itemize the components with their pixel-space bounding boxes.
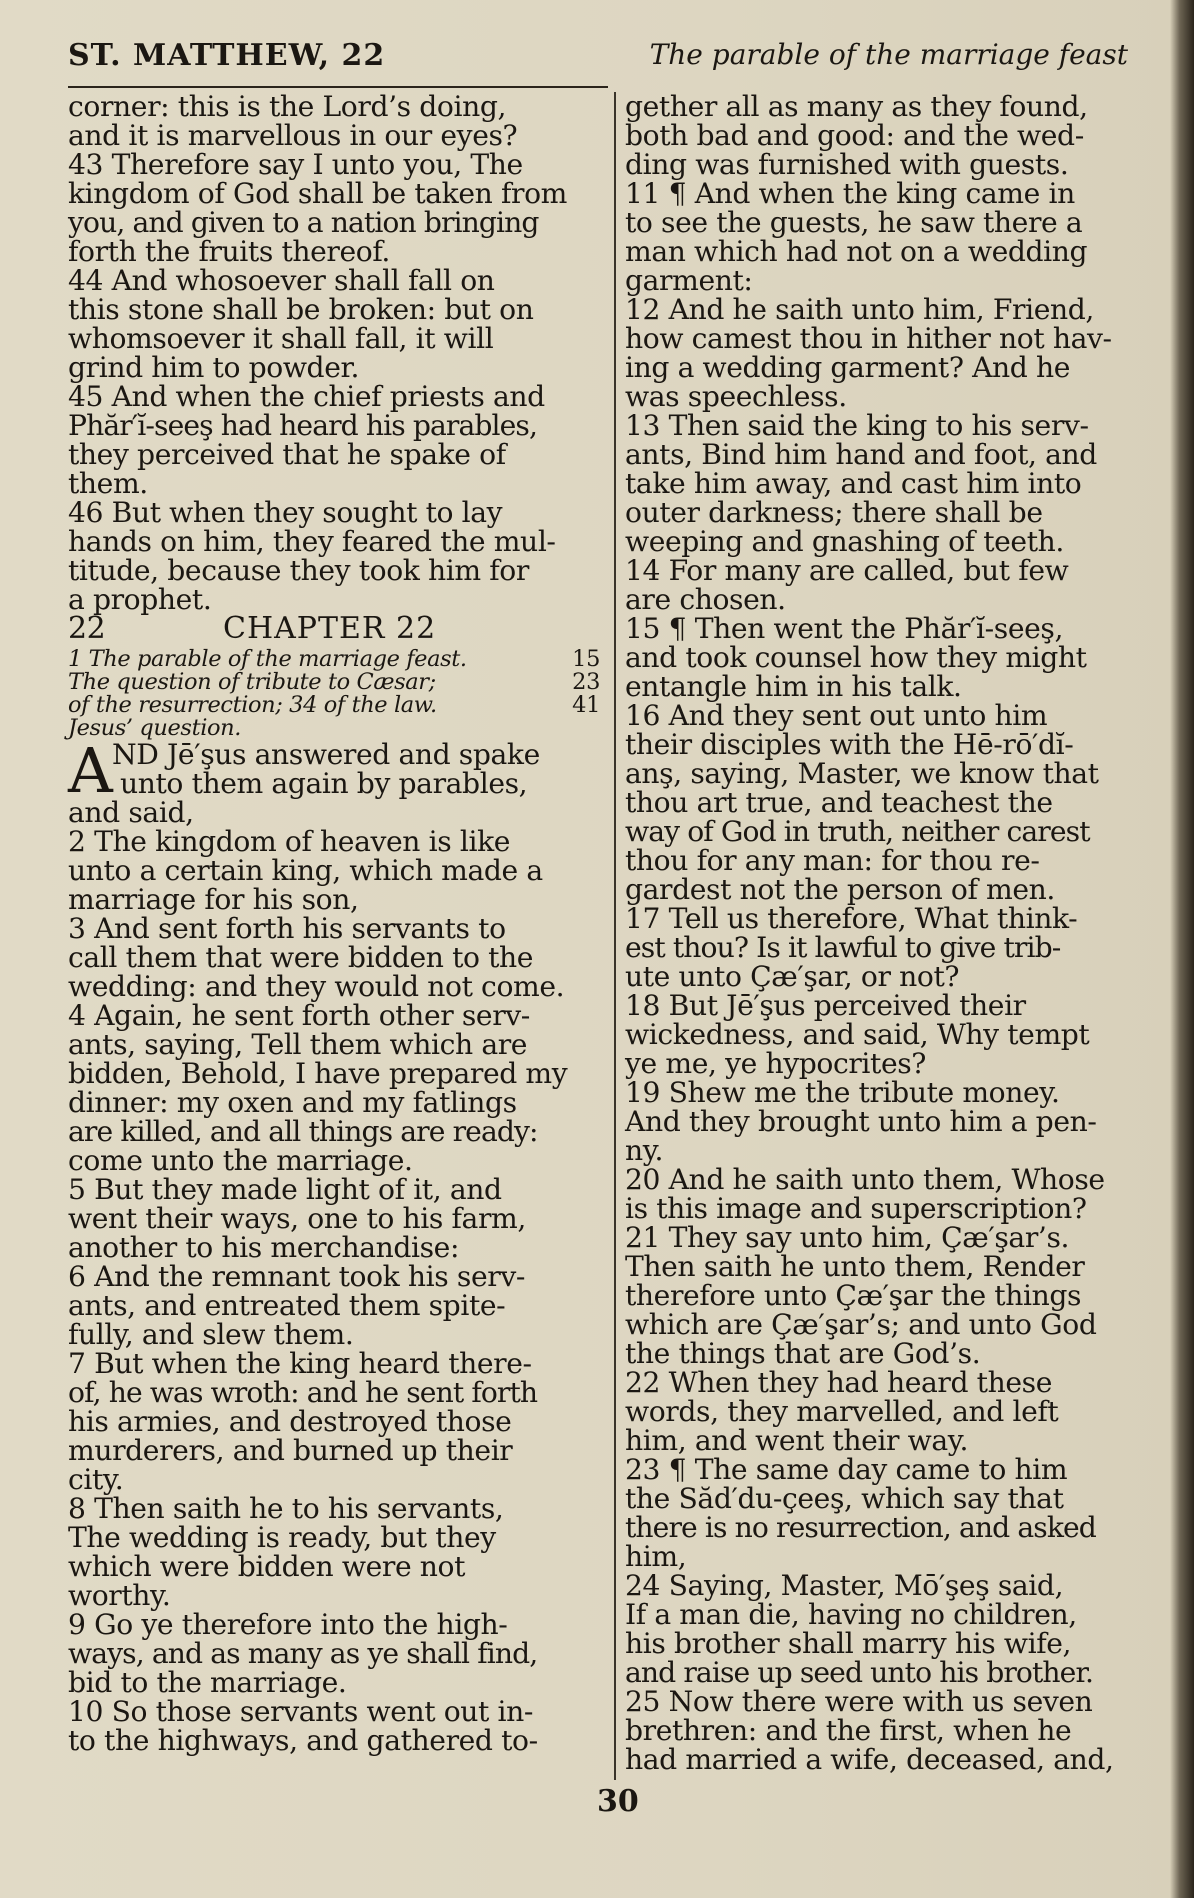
text-line: 9 Go ye therefore into the high- xyxy=(68,1608,508,1641)
summary-line xyxy=(68,717,608,740)
text-line: whomsoever it shall fall, it will xyxy=(68,322,494,355)
text-line: 24 Saying, Master, Mō′şeş said, xyxy=(625,1569,1064,1602)
text-line: ye me, ye hypocrites? xyxy=(625,1047,927,1080)
text-line: 15 ¶ Then went the Phăr′ĭ-seeş, xyxy=(625,612,1064,645)
text-line: ding was furnished with guests. xyxy=(625,148,1069,181)
text-line: 5 But they made light of it, and xyxy=(68,1173,502,1206)
running-title: ST. MATTHEW, 22 xyxy=(68,38,386,73)
text-line: you, and given to a nation bringing xyxy=(68,206,539,239)
summary-line xyxy=(68,648,608,671)
text-line: take him away, and cast him into xyxy=(625,467,1082,500)
text-line: went their ways, one to his farm, xyxy=(68,1202,526,1235)
text-line: corner: this is the Lord’s doing, xyxy=(68,90,507,123)
text-line: garment: xyxy=(625,264,753,297)
text-line: ny. xyxy=(625,1134,664,1167)
text-line: are chosen. xyxy=(625,583,786,616)
text-line: Phăr′ĭ-seeş had heard his parables, xyxy=(68,409,538,442)
text-line: 7 But when the king heard there- xyxy=(68,1347,532,1380)
text-line: him, and went their way. xyxy=(625,1424,969,1457)
text-line: 45 And when the chief priests and xyxy=(68,380,545,413)
summary-line xyxy=(68,671,608,694)
text-line: 18 But Jē′şus perceived their xyxy=(625,989,1026,1022)
text-line: 12 And he saith unto him, Friend, xyxy=(625,293,1094,326)
text-line: ute unto Çæ′şar, or not? xyxy=(625,960,960,993)
text-line: come unto the marriage. xyxy=(68,1144,413,1177)
chapter-number: 22 xyxy=(68,611,106,646)
text-line: 46 But when they sought to lay xyxy=(68,496,503,529)
text-line: 21 They say unto him, Çæ′şar’s. xyxy=(625,1221,1070,1254)
text-line: 2 The kingdom of heaven is like xyxy=(68,825,511,858)
text-line: to see the guests, he saw there a xyxy=(625,206,1083,239)
summary-verse-number: 41 xyxy=(572,692,600,718)
text-line: way of God in truth, neither carest xyxy=(625,815,1090,848)
left-column xyxy=(68,92,608,1755)
text-line: hands on him, they feared the mul- xyxy=(68,525,556,558)
text-line: and took counsel how they might xyxy=(625,641,1087,674)
text-line: Then saith he unto them, Render xyxy=(625,1250,1085,1283)
text-line: kingdom of God shall be taken from xyxy=(68,177,567,210)
text-line: another to his merchandise: xyxy=(68,1231,460,1264)
text-line: ing a wedding garment? And he xyxy=(625,351,1071,384)
text-line: bidden, Behold, I have prepared my xyxy=(68,1057,568,1090)
text-line: is this image and superscription? xyxy=(625,1192,1087,1225)
text-line: 17 Tell us therefore, What think- xyxy=(625,902,1078,935)
summary-text: 1 The parable of the marriage feast. xyxy=(68,646,467,672)
text-line: 25 Now there were with us seven xyxy=(625,1685,1093,1718)
page-gutter-shadow xyxy=(1170,0,1194,1898)
chapter-summary xyxy=(68,648,608,740)
text-line: ants, Bind him hand and foot, and xyxy=(625,438,1097,471)
opening-line: ND Jē′şus answered and spake xyxy=(112,738,540,771)
text-line: they perceived that he spake of xyxy=(68,438,506,471)
text-line: this stone shall be broken: but on xyxy=(68,293,534,326)
text-line: wickedness, and said, Why tempt xyxy=(625,1018,1090,1051)
page-header xyxy=(68,38,1128,82)
text-line: there is no resurrection, and asked xyxy=(625,1511,1096,1544)
header-rule xyxy=(68,86,608,88)
text-line: entangle him in his talk. xyxy=(625,670,962,703)
text-line: their disciples with the Hē-rō′dĭ- xyxy=(625,728,1074,761)
text-line: and raise up seed unto his brother. xyxy=(625,1656,1094,1689)
text-line: 16 And they sent out unto him xyxy=(625,699,1048,732)
text-line: outer darkness; there shall be xyxy=(625,496,1043,529)
text-line: a prophet. xyxy=(68,583,212,616)
text-line: 10 So those servants went out in- xyxy=(68,1695,534,1728)
text-line: The wedding is ready, but they xyxy=(68,1521,496,1554)
running-subject: The parable of the marriage feast xyxy=(649,38,1128,71)
text-line: 13 Then said the king to his serv- xyxy=(625,409,1089,442)
chapter-heading: CHAPTER 22 xyxy=(223,611,437,646)
summary-verse-number: 23 xyxy=(572,669,600,695)
text-line: 44 And whosoever shall fall on xyxy=(68,264,495,297)
text-line: brethren: and the first, when he xyxy=(625,1714,1072,1747)
text-line: man which had not on a wedding xyxy=(625,235,1088,268)
text-line: and said, xyxy=(68,796,194,829)
text-line: him, xyxy=(625,1540,687,1573)
text-line: 43 Therefore say I unto you, The xyxy=(68,148,523,181)
text-line: 11 ¶ And when the king came in xyxy=(625,177,1075,210)
text-line: his brother shall marry his wife, xyxy=(625,1627,1072,1660)
text-line: ants, and entreated them spite- xyxy=(68,1289,506,1322)
text-line: unto a certain king, which made a xyxy=(68,854,543,887)
text-line: thou art true, and teachest the xyxy=(625,786,1053,819)
text-line: which were bidden were not xyxy=(68,1550,466,1583)
chapter-heading-row xyxy=(68,611,608,648)
text-line: wedding: and they would not come. xyxy=(68,970,565,1003)
text-line: the things that are God’s. xyxy=(625,1337,981,1370)
chapter-opening xyxy=(68,734,608,807)
text-line: call them that were bidden to the xyxy=(68,941,534,974)
text-line: marriage for his son, xyxy=(68,883,359,916)
text-line: 6 And the remnant took his serv- xyxy=(68,1260,525,1293)
text-line: gether all as many as they found, xyxy=(625,90,1088,123)
summary-line xyxy=(68,694,608,717)
text-line: And they brought unto him a pen- xyxy=(625,1105,1097,1138)
opening-line: unto them again by parables, xyxy=(120,767,528,800)
text-line: city. xyxy=(68,1463,124,1496)
right-column xyxy=(625,92,1145,1774)
drop-cap: A xyxy=(68,734,113,807)
text-line: If a man die, having no children, xyxy=(625,1598,1077,1631)
text-line: fully, and slew them. xyxy=(68,1318,354,1351)
text-line: which are Çæ′şar’s; and unto God xyxy=(625,1308,1097,1341)
text-line: are killed, and all things are ready: xyxy=(68,1115,538,1148)
text-line: ways, and as many as ye shall find, xyxy=(68,1637,538,1670)
text-line: how camest thou in hither not hav- xyxy=(625,322,1112,355)
text-line: 4 Again, he sent forth other serv- xyxy=(68,999,530,1032)
text-line: them. xyxy=(68,467,148,500)
text-line: worthy. xyxy=(68,1579,171,1612)
column-divider xyxy=(614,92,616,1780)
text-line: anş, saying, Master, we know that xyxy=(625,757,1099,790)
summary-verse-number: 15 xyxy=(572,646,600,672)
summary-text: of the resurrection; 34 of the law. xyxy=(68,692,437,718)
text-line: therefore unto Çæ′şar the things xyxy=(625,1279,1082,1312)
summary-text: Jesus’ question. xyxy=(68,715,242,741)
text-line: the Săd′du-çeeş, which say that xyxy=(625,1482,1064,1515)
text-line: was speechless. xyxy=(625,380,847,413)
text-line: weeping and gnashing of teeth. xyxy=(625,525,1064,558)
text-line: thou for any man: for thou re- xyxy=(625,844,1040,877)
text-line: 8 Then saith he to his servants, xyxy=(68,1492,504,1525)
text-line: bid to the marriage. xyxy=(68,1666,347,1699)
text-line: dinner: my oxen and my fatlings xyxy=(68,1086,517,1119)
text-line: 19 Shew me the tribute money. xyxy=(625,1076,1060,1109)
text-line: his armies, and destroyed those xyxy=(68,1405,512,1438)
text-line: est thou? Is it lawful to give trib- xyxy=(625,931,1061,964)
text-line: had married a wife, deceased, and, xyxy=(625,1743,1114,1776)
text-line: gardest not the person of men. xyxy=(625,873,1055,906)
text-line: words, they marvelled, and left xyxy=(625,1395,1059,1428)
text-line: both bad and good: and the wed- xyxy=(625,119,1084,152)
text-line: 20 And he saith unto them, Whose xyxy=(625,1163,1105,1196)
text-line: 22 When they had heard these xyxy=(625,1366,1052,1399)
text-line: forth the fruits thereof. xyxy=(68,235,390,268)
text-line: grind him to powder. xyxy=(68,351,360,384)
text-line: and it is marvellous in our eyes? xyxy=(68,119,518,152)
summary-text: The question of tribute to Cæsar; xyxy=(68,669,436,695)
text-line: 14 For many are called, but few xyxy=(625,554,1069,587)
text-line: murderers, and burned up their xyxy=(68,1434,513,1467)
text-line: 23 ¶ The same day came to him xyxy=(625,1453,1068,1486)
text-line: titude, because they took him for xyxy=(68,554,529,587)
text-line: to the highways, and gathered to- xyxy=(68,1724,538,1757)
text-line: of, he was wroth: and he sent forth xyxy=(68,1376,538,1409)
text-line: ants, saying, Tell them which are xyxy=(68,1028,528,1061)
text-line: 3 And sent forth his servants to xyxy=(68,912,506,945)
page-number: 30 xyxy=(597,1784,639,1819)
